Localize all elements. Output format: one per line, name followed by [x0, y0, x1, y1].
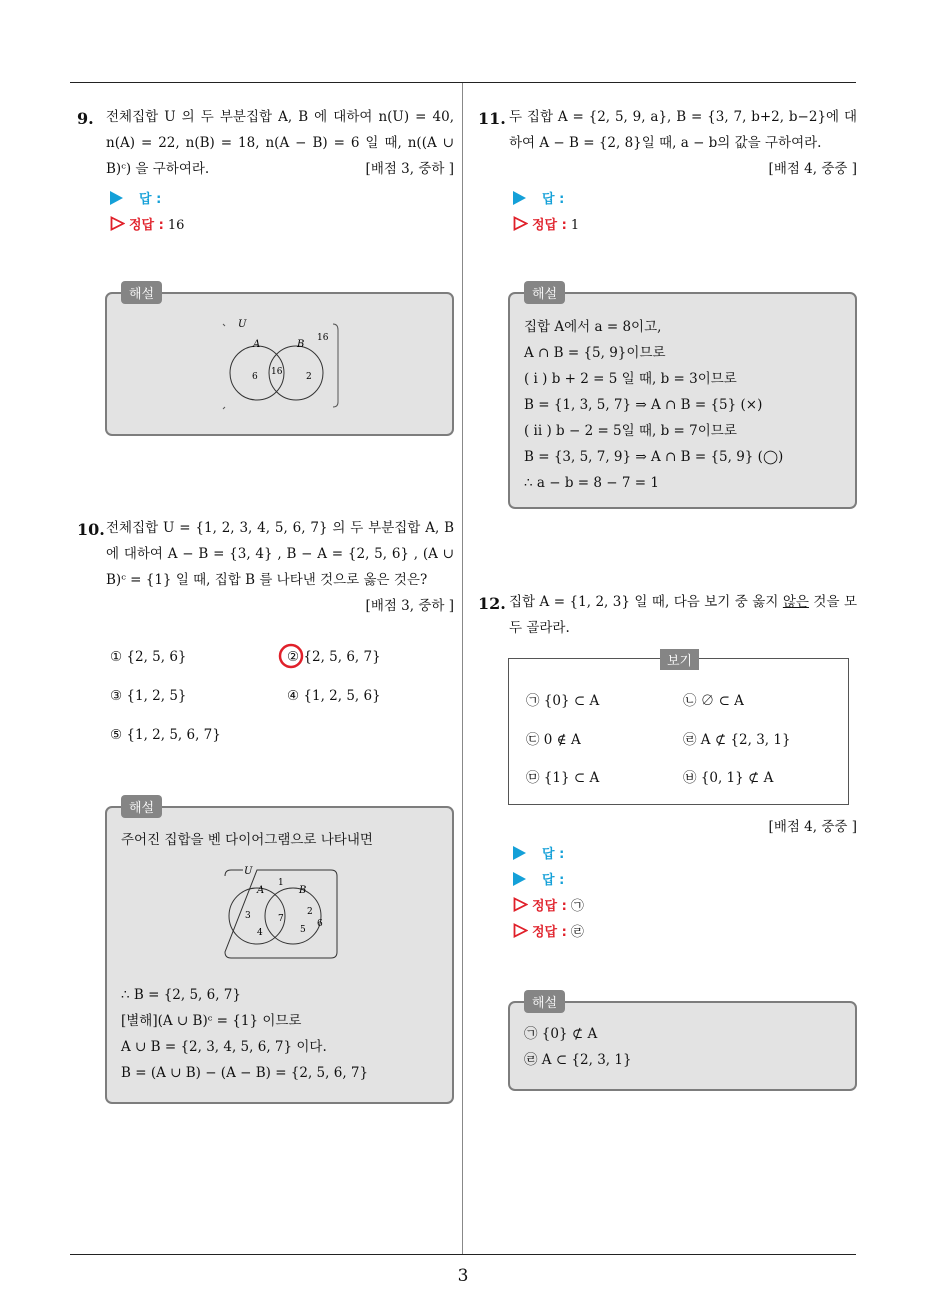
q12-item: ㉤ {1} ⊂ A: [526, 770, 600, 786]
q12-correct-label: 정답 :: [532, 899, 567, 914]
q9-solution-box: [105, 287, 454, 436]
q12-correct-label: 정답 :: [532, 925, 567, 940]
q11-solution-line: ∴ a − b = 8 − 7 = 1: [524, 475, 659, 491]
q12-text-underlined: 않은: [782, 594, 809, 610]
q12-solution-line: ㉠ {0} ⊄ A: [524, 1026, 598, 1042]
q10-solution-line: ∴ B = {2, 5, 6, 7}: [121, 987, 241, 1003]
q10-choice-1[interactable]: ① {2, 5, 6}: [110, 649, 187, 665]
q10-venn-u-label: U: [244, 866, 253, 877]
q10-venn-b2: 5: [300, 925, 306, 935]
q9-venn-a-label: A: [253, 339, 261, 350]
q12-answer-label: 답 :: [542, 873, 565, 888]
top-rule: [70, 82, 856, 83]
q10-choice-4[interactable]: ④ {1, 2, 5, 6}: [287, 688, 381, 704]
q12-item: ㉢ 0 ∉ A: [526, 732, 581, 748]
q12-text-part: 것을 모두 골라라.: [509, 594, 857, 636]
q10-points: [배점 3, 중하 ]: [365, 598, 454, 614]
bottom-rule: [70, 1254, 856, 1255]
answer-arrow-icon: [513, 191, 526, 205]
q9-venn-diagram: [107, 294, 452, 434]
q12-item: ㉣ A ⊄ {2, 3, 1}: [683, 732, 791, 748]
q12-boki-tag: 보기: [660, 649, 699, 670]
q10-venn-b3: 6: [317, 919, 323, 929]
q9-answer-label: 답 :: [139, 192, 162, 207]
q12-answer-row: [513, 868, 584, 894]
q11-solution-line: ( i ) b + 2 = 5 일 때, b = 3이므로: [524, 371, 737, 387]
q12-answers: [513, 842, 584, 946]
q11-answers: [513, 187, 579, 239]
q9-answer-row: [110, 187, 184, 213]
q10-solution-lines: [121, 982, 368, 1086]
q12-text-part: 집합 A = {1, 2, 3} 일 때, 다음 보기 중 옳지: [509, 594, 783, 610]
q12-points-row: [509, 814, 857, 840]
q10-number: 10.: [77, 520, 105, 539]
q11-block: [509, 104, 857, 182]
q9-text: 전체집합 U 의 두 부분집합 A, B 에 대하여 n(U) = 40, n(A) = 22, n(B) = 18, n(A − B) = 6 일 때, n((A ∪ B)ᶜ) 을 구하여라.: [106, 109, 454, 177]
q11-number: 11.: [478, 109, 506, 128]
q10-venn-a1: 3: [245, 911, 251, 921]
q10-solution-line: B = (A ∪ B) − (A − B) = {2, 5, 6, 7}: [121, 1065, 369, 1081]
q9-correct-value: 16: [167, 218, 185, 233]
q10-venn-b-label: B: [299, 885, 307, 896]
page-number: 3: [457, 1266, 469, 1286]
q12-correct-row: [513, 920, 584, 946]
q11-answer-label: 답 :: [542, 192, 565, 207]
q9-answers: [110, 187, 184, 239]
q12-block: [509, 589, 857, 641]
q11-solution-lines: [524, 314, 783, 496]
q12-solution-tag: 해설: [524, 990, 565, 1013]
q12-answer-label: 답 :: [542, 847, 565, 862]
q12-points: [배점 4, 중중 ]: [768, 819, 857, 835]
q9-venn-a-only: 6: [252, 372, 258, 382]
q11-solution-line: A ∩ B = {5, 9}이므로: [524, 345, 666, 361]
q12-correct-value: ㉠: [570, 899, 584, 914]
q10-choice-5[interactable]: ⑤ {1, 2, 5, 6, 7}: [110, 727, 221, 743]
q9-venn-b-label: B: [297, 339, 305, 350]
q10-block: [106, 515, 454, 619]
q12-correct-row: [513, 894, 584, 920]
q11-solution-line: B = {3, 5, 7, 9} ⇒ A ∩ B = {5, 9} (◯): [524, 449, 784, 465]
q11-answer-row: [513, 187, 579, 213]
correct-arrow-icon: [513, 216, 528, 231]
q9-venn-u-label: U: [238, 319, 247, 330]
q10-selected-mark-icon: [278, 642, 308, 672]
answer-arrow-icon: [513, 872, 526, 886]
q11-correct-row: [513, 213, 579, 239]
q12-solution-lines: [524, 1021, 632, 1073]
q12-item: ㉠ {0} ⊂ A: [526, 693, 600, 709]
q12-item: ㉥ {0, 1} ⊄ A: [683, 770, 774, 786]
correct-arrow-icon: [513, 923, 528, 938]
q12-text: [509, 589, 857, 641]
q10-solution-tag: 해설: [121, 795, 162, 818]
q12-solution-box: [508, 996, 857, 1091]
q11-correct-label: 정답 :: [532, 218, 567, 233]
q12-item: ㉡ ∅ ⊂ A: [683, 693, 744, 709]
q11-correct-value: 1: [570, 218, 580, 233]
q10-venn-a-label: A: [257, 885, 265, 896]
q12-answer-row: [513, 842, 584, 868]
q11-solution-line: ( ii ) b − 2 = 5일 때, b = 7이므로: [524, 423, 737, 439]
column-divider: [462, 83, 463, 1254]
q12-boki-box: [508, 654, 849, 805]
q12-correct-value: ㉣: [570, 925, 584, 940]
q11-text: 두 집합 A = {2, 5, 9, a}, B = {3, 7, b+2, b−2}에 대하여 A − B = {2, 8}일 때, a − b의 값을 구하여라.: [509, 109, 857, 151]
q10-venn-outside: 1: [278, 878, 284, 888]
q9-venn-both: 16: [271, 367, 283, 377]
q9-solution-tag: 해설: [121, 281, 162, 304]
q11-solution-line: B = {1, 3, 5, 7} ⇒ A ∩ B = {5} (×): [524, 397, 763, 413]
q9-venn-b-only: 2: [306, 372, 312, 382]
q11-solution-tag: 해설: [524, 281, 565, 304]
q10-choice-3[interactable]: ③ {1, 2, 5}: [110, 688, 187, 704]
q11-solution-line: 집합 A에서 a = 8이고,: [524, 319, 662, 335]
q9-block: [106, 104, 454, 182]
q10-choice-2[interactable]: ② {2, 5, 6, 7}: [287, 649, 381, 665]
answer-arrow-icon: [110, 191, 123, 205]
correct-arrow-icon: [513, 897, 528, 912]
q12-number: 12.: [478, 594, 506, 613]
q11-points: [배점 4, 중중 ]: [768, 161, 857, 177]
q10-solution-intro: 주어진 집합을 벤 다이어그램으로 나타내면: [121, 832, 373, 848]
q12-solution-line: ㉣ A ⊂ {2, 3, 1}: [524, 1052, 632, 1068]
q9-number: 9.: [77, 109, 94, 128]
q9-points: [배점 3, 중하 ]: [365, 161, 454, 177]
q11-solution-box: [508, 287, 857, 509]
q10-solution-line: A ∪ B = {2, 3, 4, 5, 6, 7} 이다.: [121, 1039, 327, 1055]
q10-text: 전체집합 U = {1, 2, 3, 4, 5, 6, 7} 의 두 부분집합 A, B 에 대하여 A − B = {3, 4} , B − A = {2, 5, 6} , (A ∪ B)ᶜ = {1} 일 때, 집합 B 를 나타낸 것으로 옳은 것은?: [106, 520, 454, 588]
answer-arrow-icon: [513, 846, 526, 860]
q9-correct-row: [110, 213, 184, 239]
q10-venn-b1: 2: [307, 907, 313, 917]
q9-venn-outside: 16: [317, 333, 329, 343]
q10-solution-box: [105, 801, 454, 1104]
q9-correct-label: 정답 :: [129, 218, 164, 233]
q10-venn-a2: 4: [257, 928, 263, 938]
correct-arrow-icon: [110, 216, 125, 231]
q10-solution-line: [별해](A ∪ B)ᶜ = {1} 이므로: [121, 1013, 302, 1029]
q10-venn-both: 7: [278, 914, 284, 924]
